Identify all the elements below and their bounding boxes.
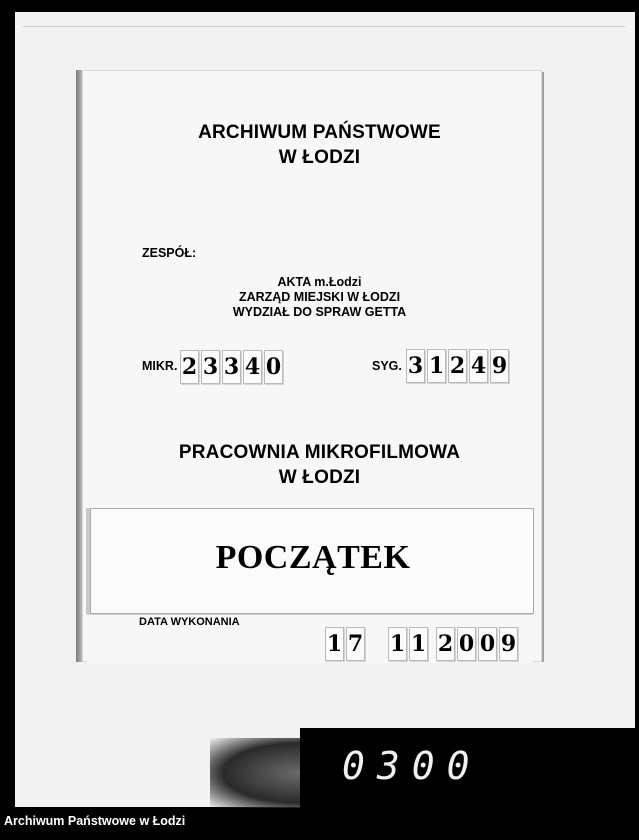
syg-number xyxy=(406,349,509,383)
archive-title-line1: ARCHIWUM PAŃSTWOWE xyxy=(198,122,441,143)
lab-title-line1: PRACOWNIA MIKROFILMOWA xyxy=(178,442,461,463)
start-band xyxy=(90,508,534,614)
syg-digit: 1 xyxy=(427,349,446,383)
footer-credit: Archiwum Państwowe w Łodzi xyxy=(4,814,186,828)
date-month xyxy=(388,627,428,661)
date-day xyxy=(325,627,365,661)
date-month-digit: 1 xyxy=(409,627,428,661)
collection-line1: AKTA m.Łodzi xyxy=(277,275,362,289)
date-year xyxy=(436,627,518,661)
zespol-label: ZESPÓŁ: xyxy=(142,246,197,260)
date-year-digit: 2 xyxy=(436,627,455,661)
mikr-number xyxy=(180,350,283,384)
frame-edge-line xyxy=(23,26,625,27)
collection-line2: ZARZĄD MIEJSKI W ŁODZI xyxy=(238,290,401,304)
mikr-digit: 4 xyxy=(243,350,262,384)
date-day-digit: 1 xyxy=(325,627,344,661)
date-year-digit: 9 xyxy=(499,627,518,661)
date-month-digit: 1 xyxy=(388,627,407,661)
syg-digit: 2 xyxy=(448,349,467,383)
collection-line3: WYDZIAŁ DO SPRAW GETTA xyxy=(232,305,407,319)
syg-digit: 4 xyxy=(469,349,488,383)
date-day-digit: 7 xyxy=(346,627,365,661)
date-label: DATA WYKONANIA xyxy=(139,616,240,628)
syg-digit: 3 xyxy=(406,349,425,383)
start-word: POCZĄTEK xyxy=(215,539,411,576)
syg-digit: 9 xyxy=(490,349,509,383)
frame-counter: 0300 xyxy=(342,744,482,788)
mikr-digit: 3 xyxy=(201,350,220,384)
date-year-digit: 0 xyxy=(457,627,476,661)
mikr-digit: 3 xyxy=(222,350,241,384)
date-year-digit: 0 xyxy=(478,627,497,661)
mikr-digit: 2 xyxy=(180,350,199,384)
archive-title-line2: W ŁODZI xyxy=(278,147,361,168)
mikr-digit: 0 xyxy=(264,350,283,384)
mikr-label: MIKR. xyxy=(142,359,178,373)
lab-title-line2: W ŁODZI xyxy=(278,467,361,488)
syg-label: SYG. xyxy=(372,359,402,373)
